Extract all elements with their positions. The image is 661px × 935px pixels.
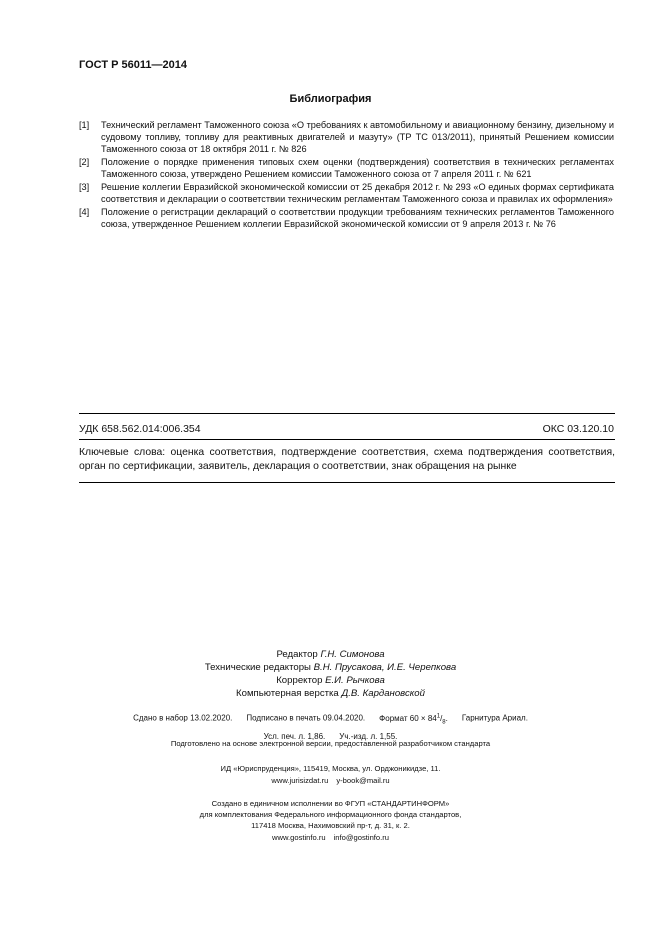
bibliography-item-text: Решение коллегии Евразийской экономической комиссии от 25 декабря 2012 г. № 293 «О единых формах сертификата соответствия и декларации о соответствии техническим регламентам Таможенного союза и правилах их оформления» [101,182,614,204]
divider-middle [79,439,615,440]
credit-editor: Редактор Г.Н. Симонова [276,649,385,660]
corrector-name: Е.И. Рычкова [325,675,385,686]
publisher-contacts [0,775,661,787]
publisher-site-link[interactable]: www.jurisizdat.ru [271,776,329,785]
bibliography-item-text: Технический регламент Таможенного союза «О требованиях к автомобильному и авиационному бензину, дизельному и судовому топливу, топливу для реактивных двигателей и мазуту» (ТР ТС 013/2011), принятый Решением комиссии Таможенного союза от 18 октября 2011 г. № 826 [101,120,614,154]
divider-top [79,413,615,414]
bibliography-list [79,119,614,231]
credits-block [0,648,661,700]
oks-code: ОКС 03.120.10 [542,423,614,435]
divider-bottom [79,482,615,483]
bibliography-item [79,181,614,205]
bibliography-item [79,119,614,155]
udk-code: УДК 658.562.014:006.354 [79,423,201,435]
print-info-line1: Сдано в набор 13.02.2020. Подписано в печать 09.04.2020. Формат $60 \times 84^1/_8$. Гарнитура Ариал. [133,713,528,726]
credit-corrector: Корректор Е.И. Рычкова [276,675,385,686]
editor-name: Г.Н. Симонова [320,649,385,660]
bibliography-item-number: [3] [79,182,90,192]
bibliography-item-text: Положение о порядке применения типовых схем оценки (подтверждения) соответствия в технических регламентах Таможенного союза, утверждено Решением комиссии Таможенного союза от 7 апреля 2011 г. № 621 [101,157,614,179]
producer-contacts [0,832,661,843]
print-format: Формат $60 \times 84^1/_8$. [379,713,448,726]
bibliography-item-number: [1] [79,120,90,130]
producer-site-link[interactable]: www.gostinfo.ru [271,832,326,842]
source-note: Подготовлено на основе электронной версии, предоставленной разработчиком стандарта [170,739,491,748]
keywords: Ключевые слова: оценка соответствия, подтверждение соответствия, схема подтверждения соответствия, орган по сертификации, заявитель, декларация о соответствии, знак обращения на рынке [79,447,615,472]
tech-editor-names: В.Н. Прусакова, И.Е. Черепкова [313,662,457,673]
document-id: ГОСТ Р 56011—2014 [79,59,187,71]
bibliography-item [79,156,614,180]
producer-email-link[interactable]: info@gostinfo.ru [333,832,390,842]
publisher-block [0,763,661,787]
bibliography-item-text: Положение о регистрации деклараций о соответствии продукции требованиям технических регламентов Таможенного союза, утвержденное Решением коллегии Евразийской экономической комиссии от 9 апреля 2013 г. № 76 [101,207,614,229]
bibliography-item [79,206,614,230]
bibliography-title: Библиография [289,93,372,105]
publisher-address: ИД «Юриспруденция», 115419, Москва, ул. Орджоникидзе, 11. [220,764,441,773]
credit-layout: Компьютерная верстка Д.В. Кардановской [236,688,425,699]
bibliography-item-number: [2] [79,157,90,167]
layout-name: Д.В. Кардановской [341,688,425,699]
publisher-email-link[interactable]: y-book@mail.ru [336,776,390,785]
print-info-line2: Усл. печ. л. 1,86. Уч.-изд. л. 1,55. [263,731,398,741]
bibliography-item-number: [4] [79,207,90,217]
producer-block: Создано в единичном исполнении во ФГУП «СТАНДАРТИНФОРМ» для комплектования Федерального информационного фонда стандартов, 117418 Москва, Нахимовский пр-т, д. 31, к. 2. www.gostinfo.ru info@gostinfo.ru [0,798,661,843]
credit-tech-editors: Технические редакторы В.Н. Прусакова, И.Е. Черепкова [204,662,457,673]
